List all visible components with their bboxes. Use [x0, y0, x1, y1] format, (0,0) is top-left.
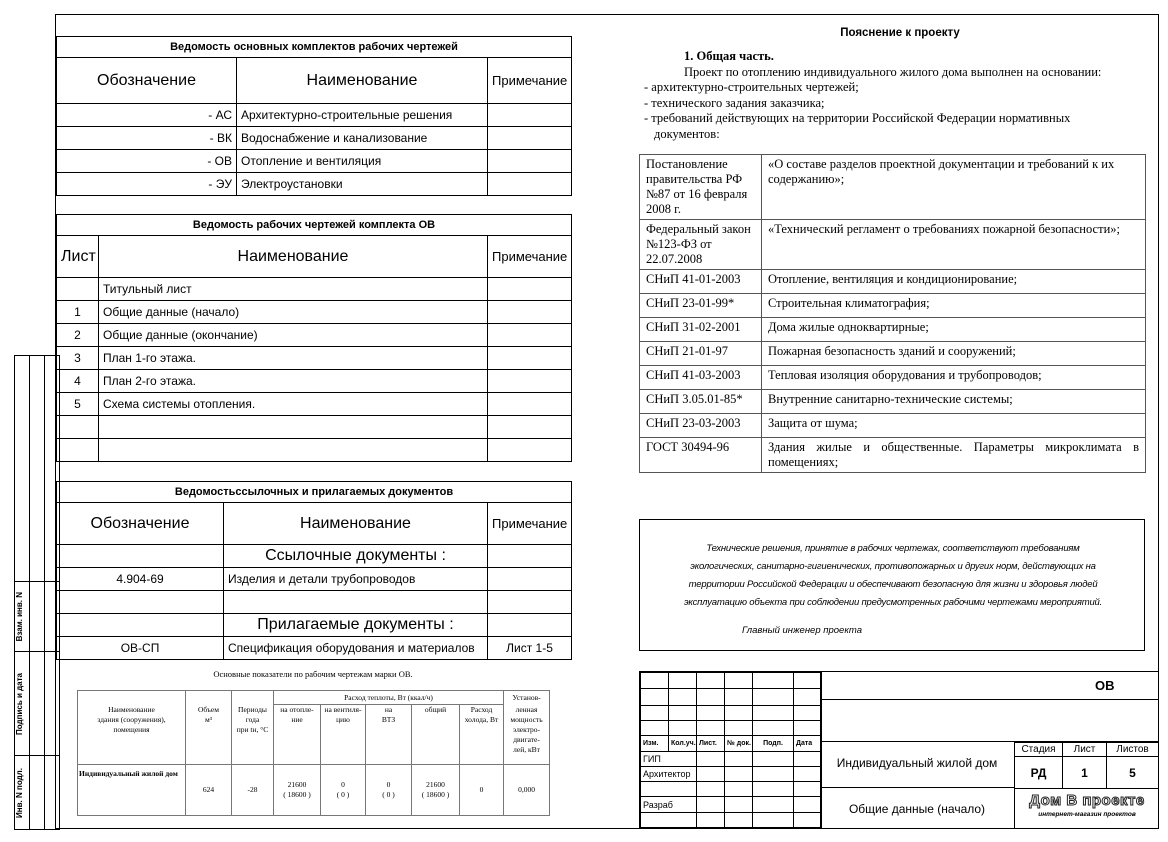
table-row: Федеральный закон №123-ФЗ от 22.07.2008 «Технический регламент о требованиях пожарной безопасности»;	[640, 220, 1146, 270]
table-row: - ЭУ Электроустановки	[57, 173, 572, 196]
header-name: Наименование	[99, 236, 488, 278]
side-strip	[14, 355, 60, 830]
table-row: Титульный лист	[57, 278, 572, 301]
table-row: СНиП 41-01-2003 Отопление, вентиляция и кондиционирование;	[640, 270, 1146, 294]
main-sets-title: Ведомость основных комплектов рабочих чертежей	[57, 37, 572, 58]
header-designation: Обозначение	[57, 503, 224, 545]
table-row: СНиП 23-03-2003 Защита от шума;	[640, 414, 1146, 438]
header-designation: Обозначение	[57, 58, 237, 104]
table-row: ОВ-СП Спецификация оборудования и материалов Лист 1-5	[57, 637, 572, 660]
table-row: Постановление правительства РФ №87 от 16 февраля 2008 г. «О составе разделов проектной документации и требований к их содержанию»;	[640, 155, 1146, 220]
stamp-sheet-title: Общие данные (начало)	[848, 802, 986, 816]
header-name: Наименование	[237, 58, 488, 104]
table-row: СНиП 3.05.01-85* Внутренние санитарно-технические системы;	[640, 390, 1146, 414]
company-logo: Дом В проекте интернет-магазин проектов	[1029, 792, 1145, 818]
ov-sheets-title: Ведомость рабочих чертежей комплекта ОВ	[57, 215, 572, 236]
header-name: Наименование	[224, 503, 488, 545]
table-row: - ВК Водоснабжение и канализование	[57, 127, 572, 150]
norms-table	[639, 154, 1146, 473]
signature-label: Главный инженер проекта	[742, 625, 863, 636]
stage-value: РД	[1015, 757, 1063, 789]
stamp-col-change: Изм.	[641, 736, 669, 751]
statement-text: Технические решения, принятие в рабочих чертежах, соответствуют требованиям экологических, санитарно-гигиенических, противопожарных и других норм, действующих на территории Российской Федерации и обеспечивают безопасную для жизни и здоровья людей эксплуатацию объекта при соблюдении предусмотренных рабочими чертежами мероприятий.	[683, 543, 1103, 608]
stamp-col-doc: № док.	[725, 736, 753, 751]
sheet-header: Лист	[1063, 743, 1107, 757]
ref-section-title: Ссылочные документы :	[224, 545, 488, 568]
indicators-title: Основные показатели по рабочим чертежам марки ОВ.	[213, 669, 413, 679]
role-architect: Архитектор	[641, 766, 697, 781]
table-row: СНиП 31-02-2001 Дома жилые одноквартирные;	[640, 318, 1146, 342]
table-row: - ОВ Отопление и вентиляция	[57, 150, 572, 173]
stamp-object: Индивидуальный жилой дом	[836, 756, 998, 770]
stamp-col-sheet: Лист.	[697, 736, 725, 751]
table-row: 3 План 1-го этажа.	[57, 347, 572, 370]
ref-docs-table	[56, 481, 572, 660]
role-developer: Разраб	[641, 797, 697, 812]
ov-sheets-table	[56, 214, 572, 462]
table-row	[57, 416, 572, 439]
side-label-inventory: Инв. N подл.	[15, 767, 24, 818]
side-label-replaced: Взам. инв. N	[15, 591, 24, 642]
explanation-text: 1. Общая часть. Проект по отоплению индивидуального жилого дома выполнен на основании: - архитектурно-строительных чертежей; - технического задания заказчика; - требований действующих на территории Российской Федерации нормативных документов:	[644, 49, 1154, 142]
table-row: 2 Общие данные (окончание)	[57, 324, 572, 347]
table-row: ГОСТ 30494-96 Здания жилые и общественные. Параметры микроклимата в помещениях;	[640, 438, 1146, 473]
sheets-header: Листов	[1107, 743, 1159, 757]
table-row: 4 План 2-го этажа.	[57, 370, 572, 393]
header-sheet: Лист	[57, 236, 99, 278]
sheets-value: 5	[1107, 757, 1159, 789]
section-title: 1. Общая часть.	[684, 49, 774, 63]
header-note: Примечание	[488, 503, 572, 545]
title-block	[639, 671, 1159, 829]
stage-header: Стадия	[1015, 743, 1063, 757]
table-row: 4.904-69 Изделия и детали трубопроводов	[57, 568, 572, 591]
att-section-title: Прилагаемые документы :	[224, 614, 488, 637]
side-label-signature: Подпись и дата	[15, 672, 24, 735]
stamp-col-sign: Подп.	[753, 736, 794, 751]
ref-docs-title: Ведомостьссылочных и прилагаемых документов	[57, 482, 572, 503]
table-row: 5 Схема системы отопления.	[57, 393, 572, 416]
sheet-value: 1	[1063, 757, 1107, 789]
main-sets-table	[56, 36, 572, 196]
table-row: - АС Архитектурно-строительные решения	[57, 104, 572, 127]
table-row: СНиП 41-03-2003 Тепловая изоляция оборудования и трубопроводов;	[640, 366, 1146, 390]
table-row	[57, 439, 572, 462]
explanation-title: Пояснение к проекту	[840, 27, 960, 39]
stamp-col-date: Дата	[794, 736, 822, 751]
heat-header: Расход теплоты, Вт (ккал/ч)	[274, 691, 504, 705]
table-row: 1 Общие данные (начало)	[57, 301, 572, 324]
table-row: СНиП 23-01-99* Строительная климатография;	[640, 294, 1146, 318]
stamp-col-count: Кол.уч.	[669, 736, 697, 751]
header-note: Примечание	[488, 58, 572, 104]
table-row: СНиП 21-01-97 Пожарная безопасность зданий и сооружений;	[640, 342, 1146, 366]
indicators-table: Расход теплоты, Вт (ккал/ч) Установ- Наименование здания (сооружения), помещения Объем м³ Периоды года при tн, °С на отопле- ние на вентиля- цию на ВТЗ общий Расход холода, Вт ленная мощность электро- двигате- лей, кВт Индивидуальный жилой дом 624 -28 21600 ( 18600 ) 0 ( 0 ) 0 ( 0 ) 21600 ( 18600 ) 0 0,000	[77, 690, 550, 816]
role-gip: ГИП	[641, 751, 697, 766]
table-row: Индивидуальный жилой дом 624 -28 21600 ( 18600 ) 0 ( 0 ) 0 ( 0 ) 21600 ( 18600 ) 0 0,000	[78, 765, 550, 816]
header-note: Примечание	[488, 236, 572, 278]
stamp-code: ОВ	[1095, 678, 1115, 693]
